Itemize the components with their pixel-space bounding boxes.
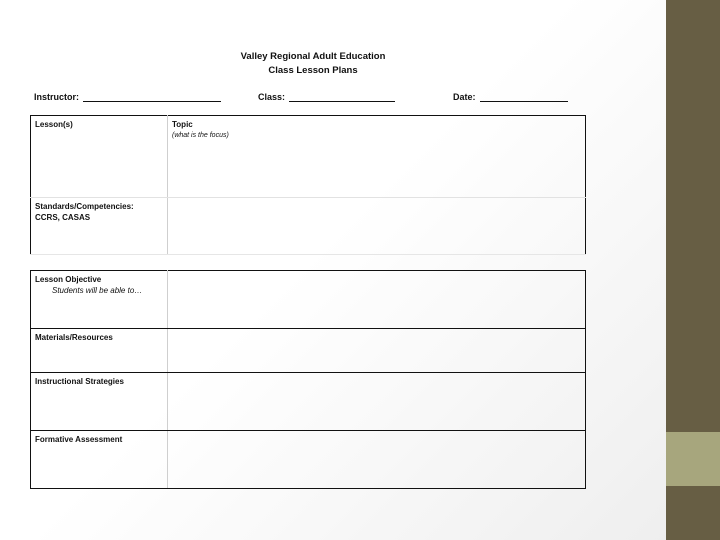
date-blank: [480, 91, 568, 102]
strategies-value-cell[interactable]: [168, 373, 586, 431]
objective-hint: Students will be able to…: [52, 286, 143, 295]
date-label: Date:: [453, 92, 476, 102]
slide-sidebar-accent: [666, 432, 720, 486]
table-row: [31, 329, 586, 373]
topic-label: Topic: [172, 120, 193, 129]
lesson-topic-table: [30, 115, 586, 255]
materials-value-cell[interactable]: [168, 329, 586, 373]
table-row: [31, 116, 586, 198]
table-row: [31, 198, 586, 255]
assessment-value-cell[interactable]: [168, 431, 586, 489]
instructor-blank: [83, 91, 221, 102]
date-field: [453, 91, 568, 102]
strategies-label: Instructional Strategies: [35, 377, 124, 386]
document-header: [200, 50, 426, 78]
objective-value-cell[interactable]: [168, 271, 586, 329]
document-subtitle: Class Lesson Plans: [268, 65, 358, 76]
instructor-field: [34, 91, 221, 102]
class-blank: [289, 91, 395, 102]
materials-cell: [31, 329, 168, 373]
standards-sub: CCRS, CASAS: [35, 213, 91, 222]
table-row: [31, 271, 586, 329]
objective-cell: [31, 271, 168, 329]
table-row: [31, 373, 586, 431]
topic-cell: [168, 116, 586, 198]
standards-label: Standards/Competencies:: [35, 202, 134, 211]
strategies-cell: [31, 373, 168, 431]
lessons-label: Lesson(s): [35, 120, 73, 129]
assessment-label: Formative Assessment: [35, 435, 123, 444]
document-title: Valley Regional Adult Education: [240, 51, 386, 62]
lessons-cell: [31, 116, 168, 198]
assessment-cell: [31, 431, 168, 489]
objective-assessment-table: [30, 270, 586, 489]
materials-label: Materials/Resources: [35, 333, 113, 342]
topic-hint: (what is the focus): [172, 132, 229, 139]
instructor-label: Instructor:: [34, 92, 79, 102]
standards-value-cell[interactable]: [168, 198, 586, 255]
class-field: [258, 91, 395, 102]
table-row: [31, 431, 586, 489]
class-label: Class:: [258, 92, 286, 102]
objective-label: Lesson Objective: [35, 275, 102, 284]
standards-cell: [31, 198, 168, 255]
